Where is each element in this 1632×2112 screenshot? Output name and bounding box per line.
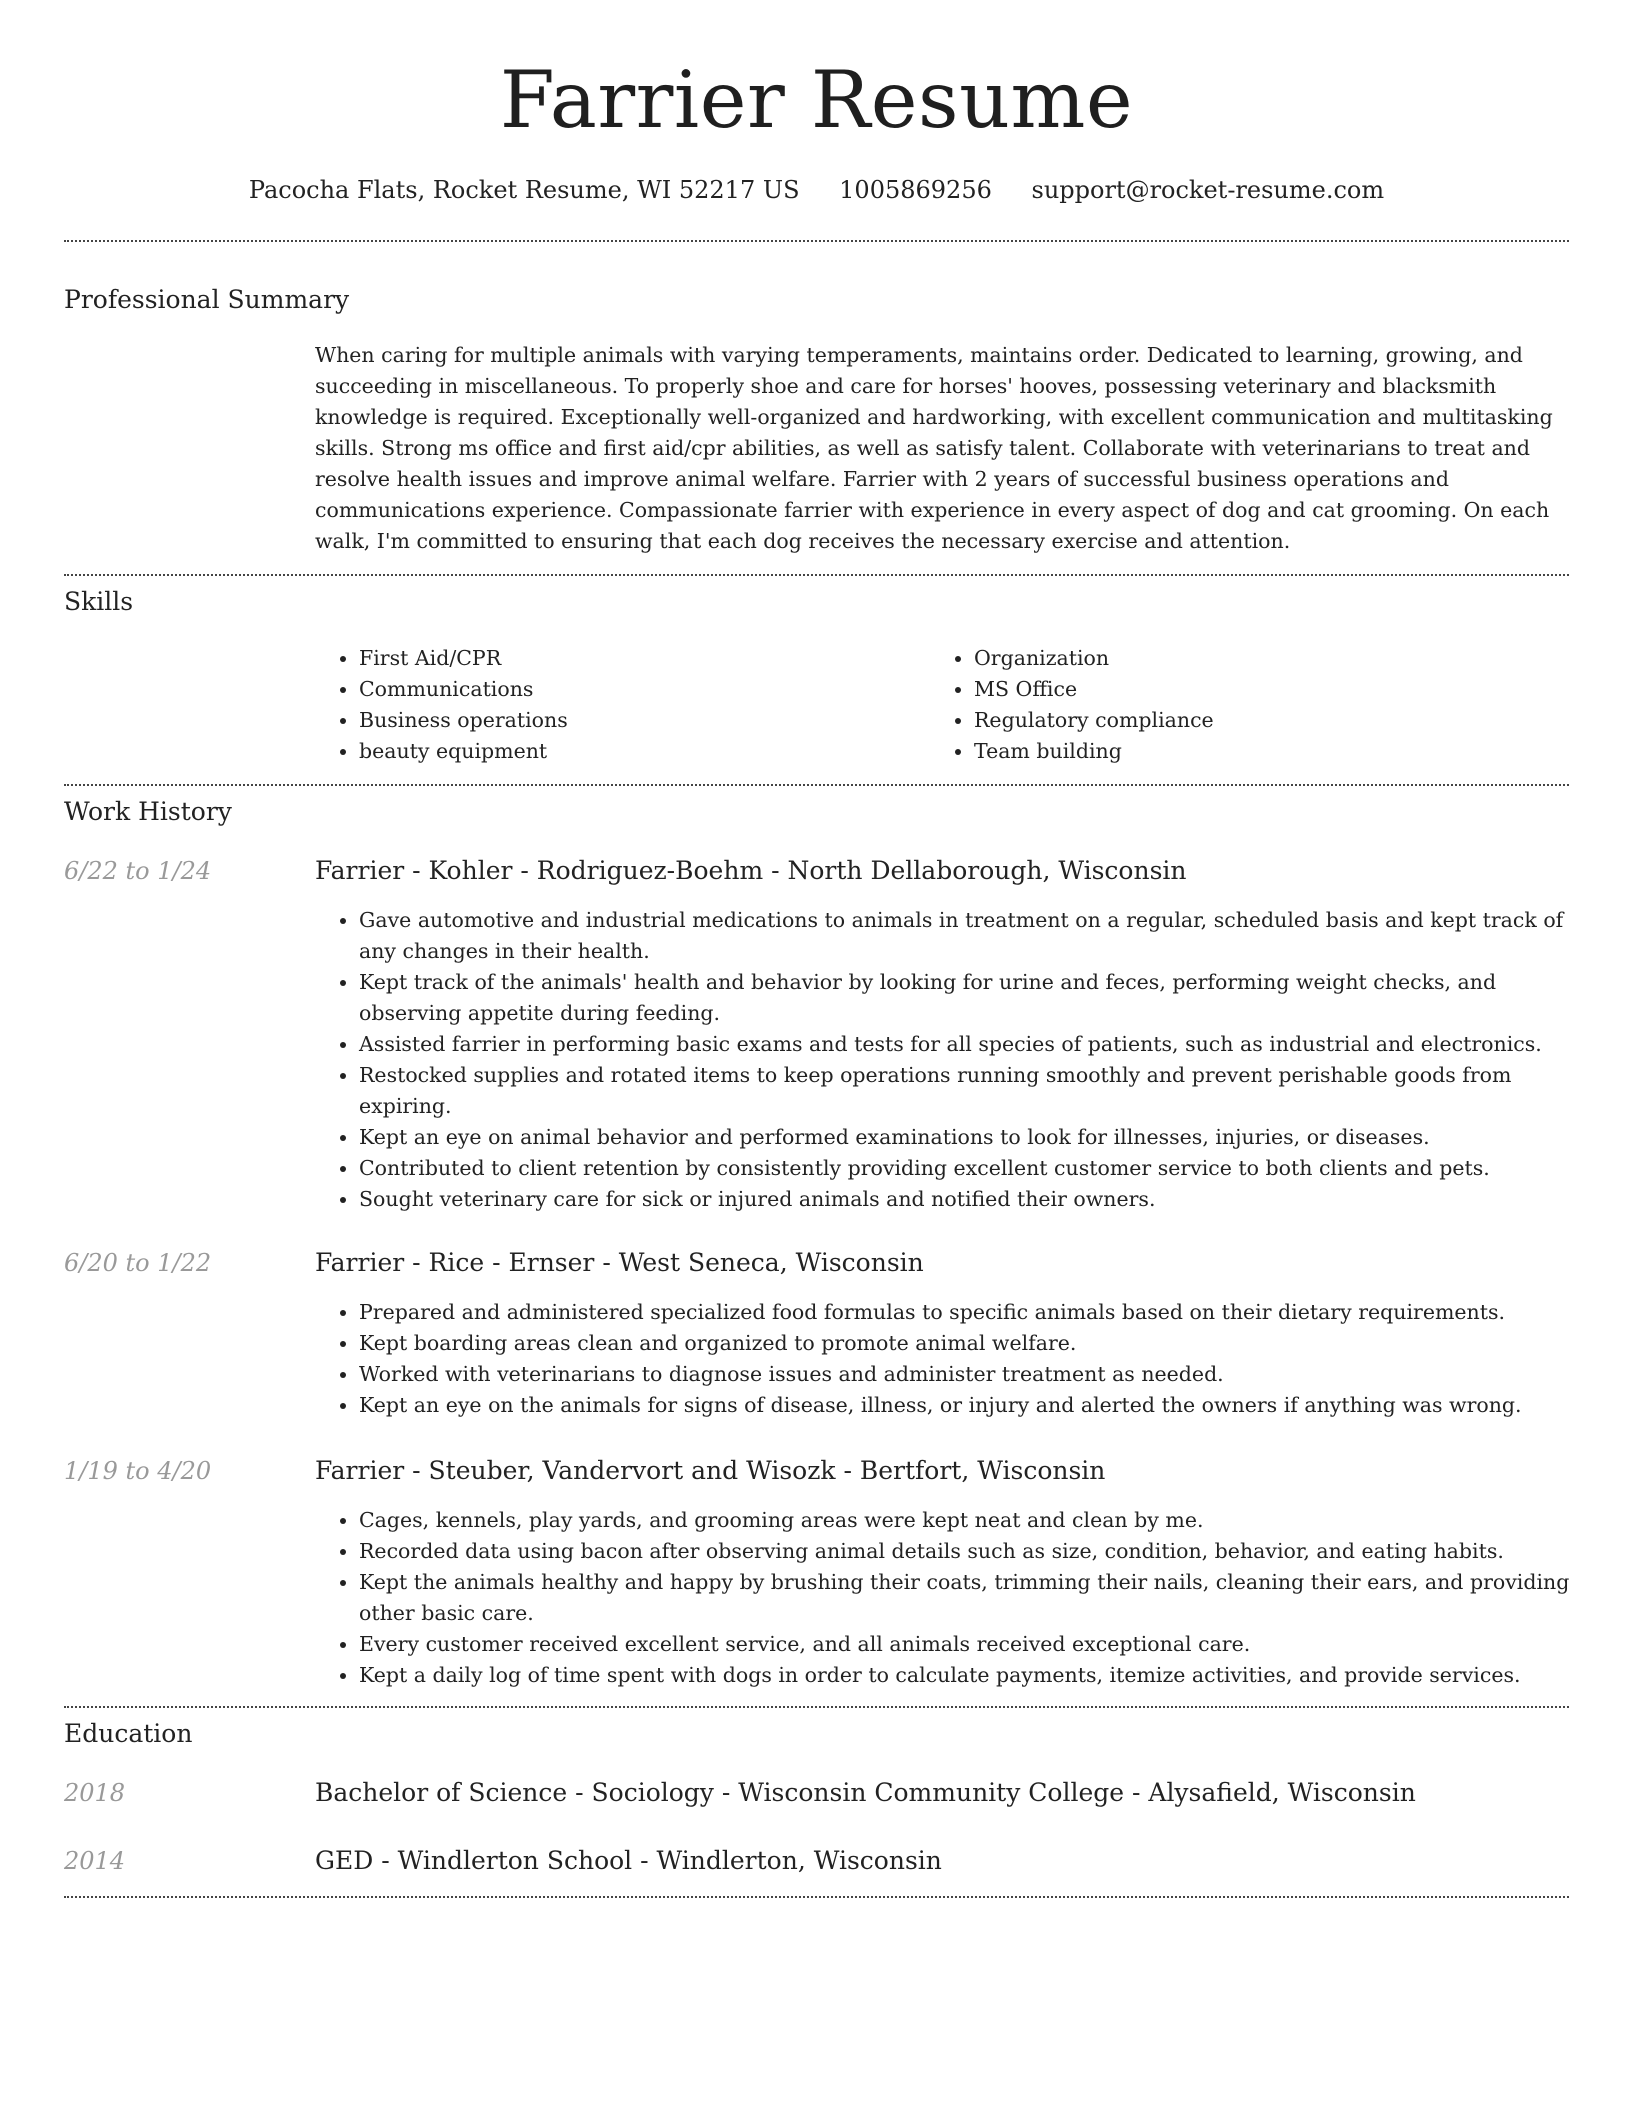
skill-item: • Communications [359, 674, 915, 705]
divider [64, 784, 1569, 786]
skill-item: • Business operations [359, 705, 915, 736]
job-bullet: • Contributed to client retention by consistently providing excellent customer service to both clients and pets. [359, 1153, 1575, 1184]
job-date: 6/20 to 1/22 [64, 1249, 212, 1277]
skills-heading: Skills [64, 587, 134, 616]
job-bullets [315, 905, 1575, 1215]
job-bullet: • Kept boarding areas clean and organized to promote animal welfare. [359, 1328, 1575, 1359]
job-bullet: • Every customer received excellent service, and all animals received exceptional care. [359, 1629, 1575, 1660]
skills-left-column [315, 643, 915, 767]
contact-email: support@rocket-resume.com [1031, 176, 1385, 204]
education-section [64, 1716, 1569, 1752]
skills-list-left [315, 643, 915, 767]
divider [64, 1706, 1569, 1708]
job-bullet: • Kept an eye on the animals for signs of disease, illness, or injury and alerted the owners if anything was wrong. [359, 1390, 1575, 1421]
skills-section [64, 584, 1569, 620]
skills-list-right [930, 643, 1530, 767]
work-section [64, 794, 1569, 830]
job-bullet: • Restocked supplies and rotated items to keep operations running smoothly and prevent perishable goods from expiring. [359, 1060, 1575, 1122]
job-title: Farrier - Rice - Ernser - West Seneca, Wisconsin [315, 1248, 924, 1277]
contact-line [64, 170, 1569, 210]
job-bullet: • Sought veterinary care for sick or injured animals and notified their owners. [359, 1184, 1575, 1215]
job-bullets [315, 1505, 1575, 1691]
job-title: Farrier - Kohler - Rodriguez-Boehm - North Dellaborough, Wisconsin [315, 856, 1187, 885]
job-bullet: • Gave automotive and industrial medications to animals in treatment on a regular, scheduled basis and kept track of any changes in their health. [359, 905, 1575, 967]
education-date: 2014 [64, 1847, 126, 1875]
job-bullet: • Kept track of the animals' health and behavior by looking for urine and feces, performing weight checks, and observing appetite during feeding. [359, 967, 1575, 1029]
job-date: 1/19 to 4/20 [64, 1457, 212, 1485]
job-bullet: • Assisted farrier in performing basic exams and tests for all species of patients, such as industrial and electronics. [359, 1029, 1575, 1060]
job-bullet: • Worked with veterinarians to diagnose issues and administer treatment as needed. [359, 1359, 1575, 1390]
job-title: Farrier - Steuber, Vandervort and Wisozk - Bertfort, Wisconsin [315, 1456, 1106, 1485]
job-date: 6/22 to 1/24 [64, 857, 212, 885]
education-date: 2018 [64, 1779, 126, 1807]
skill-item: • MS Office [974, 674, 1530, 705]
divider [64, 240, 1569, 242]
job-bullet: • Kept an eye on animal behavior and performed examinations to look for illnesses, injuries, or diseases. [359, 1122, 1575, 1153]
resume-title: Farrier Resume [499, 54, 1134, 146]
skill-item: • beauty equipment [359, 736, 915, 767]
divider [64, 1896, 1569, 1898]
divider [64, 574, 1569, 576]
education-title: Bachelor of Science - Sociology - Wisconsin Community College - Alysafield, Wisconsin [315, 1778, 1416, 1807]
skill-item: • Organization [974, 643, 1530, 674]
job-bullet: • Kept the animals healthy and happy by brushing their coats, trimming their nails, cleaning their ears, and providing other basic care. [359, 1567, 1575, 1629]
skill-item: • Regulatory compliance [974, 705, 1530, 736]
job-bullet: • Kept a daily log of time spent with dogs in order to calculate payments, itemize activities, and provide services. [359, 1660, 1575, 1691]
job-bullet: • Recorded data using bacon after observing animal details such as size, condition, behavior, and eating habits. [359, 1536, 1575, 1567]
contact-phone: 1005869256 [839, 176, 992, 204]
job-bullet: • Cages, kennels, play yards, and grooming areas were kept neat and clean by me. [359, 1505, 1575, 1536]
job-bullets [315, 1297, 1575, 1421]
skill-item: • First Aid/CPR [359, 643, 915, 674]
job-bullet: • Prepared and administered specialized food formulas to specific animals based on their dietary requirements. [359, 1297, 1575, 1328]
summary-section [64, 282, 1569, 318]
skills-right-column [930, 643, 1530, 767]
summary-heading: Professional Summary [64, 285, 350, 314]
education-title: GED - Windlerton School - Windlerton, Wisconsin [315, 1846, 942, 1875]
contact-address: Pacocha Flats, Rocket Resume, WI 52217 US [248, 176, 800, 204]
summary-text: When caring for multiple animals with varying temperaments, maintains order. Dedicated to learning, growing, and succeeding in miscellaneous. To properly shoe and care for horses' hooves, possessing veterinary and blacksmith knowledge is required. Exceptionally well-organized and hardworking, with excellent communication and multitasking skills. Strong ms office and first aid/cpr abilities, as well as satisfy talent. Collaborate with veterinarians to treat and resolve health issues and improve animal welfare. Farrier with 2 years of successful business operations and communications experience. Compassionate farrier with experience in every aspect of dog and cat grooming. On each walk, I'm committed to ensuring that each dog receives the necessary exercise and attention. [315, 343, 1553, 553]
education-heading: Education [64, 1719, 193, 1748]
skill-item: • Team building [974, 736, 1530, 767]
work-heading: Work History [64, 797, 232, 826]
